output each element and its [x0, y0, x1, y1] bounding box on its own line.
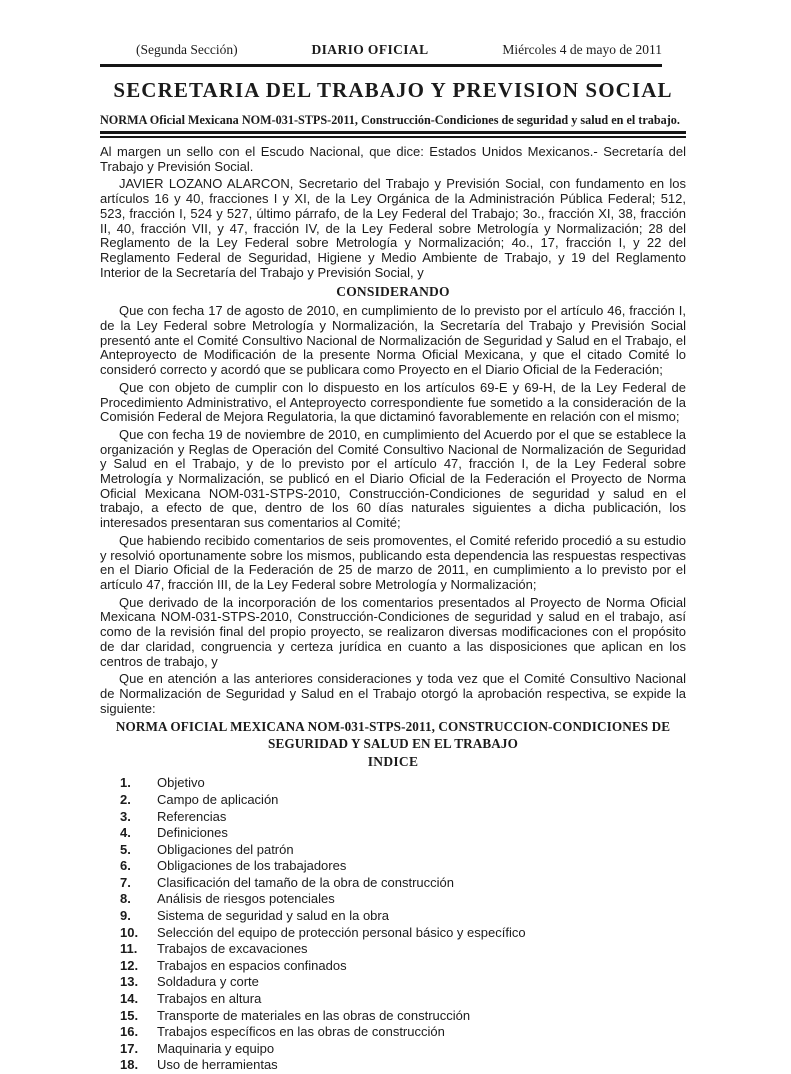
- considerando-paragraph: Que con fecha 19 de noviembre de 2010, en cumplimiento del Acuerdo por el que se establece la organización y Reglas de Operación del Comité Consultivo Nacional de Normalización de Seguridad y Salud en el Trabajo, y de lo previsto por el artículo 47, fracción I, de la Ley Federal sobre Metrología y Normalización, se publicó en el Diario Oficial de la Federación el Proyecto de Norma Oficial Mexicana NOM-031-STPS-2010, Construcción-Condiciones de seguridad y salud en el trabajo, a efecto de que, dentro de los 60 días naturales siguientes a dicha publicación, los interesados presentaran sus comentarios al Comité;: [100, 426, 686, 531]
- index-item-number: 14.: [120, 991, 139, 1007]
- index-item-label: Trabajos en espacios confinados: [157, 957, 347, 973]
- index-item-number: 15.: [120, 1007, 139, 1023]
- index-item: [100, 809, 686, 826]
- norma-heading: NORMA Oficial Mexicana NOM-031-STPS-2011, Construcción-Condiciones de seguridad y salud en el trabajo.: [100, 113, 680, 127]
- considerando-heading: CONSIDERANDO: [336, 284, 450, 300]
- index-item-label: Trabajos de excavaciones: [157, 941, 308, 957]
- index-item-number: 6.: [120, 858, 131, 874]
- index-list: [100, 775, 686, 1074]
- index-item-number: 4.: [120, 825, 131, 841]
- page-header: [100, 42, 662, 67]
- index-item-number: 7.: [120, 874, 131, 890]
- index-item-number: 13.: [120, 974, 139, 990]
- index-item-label: Análisis de riesgos potenciales: [157, 891, 335, 907]
- index-item-label: Objetivo: [157, 775, 205, 791]
- index-item-label: Soldadura y corte: [157, 974, 259, 990]
- index-item-number: 17.: [120, 1040, 139, 1056]
- date-label: Miércoles 4 de mayo de 2011: [502, 42, 662, 57]
- index-item-number: 3.: [120, 808, 131, 824]
- index-item-label: Clasificación del tamaño de la obra de construcción: [157, 874, 455, 890]
- considerando-paragraph: Que con objeto de cumplir con lo dispuesto en los artículos 69-E y 69-H, de la Ley Federal de Procedimiento Administrativo, el Anteproyecto correspondiente fue sometido a la consideración de la Comisión Federal de Mejora Regulatoria, la que dictaminó favorablemente en relación con el mismo;: [100, 379, 686, 425]
- index-item: [100, 958, 686, 975]
- index-item: [100, 1041, 686, 1058]
- index-item-number: 9.: [120, 908, 131, 924]
- considerando-paragraph: Que con fecha 17 de agosto de 2010, en cumplimiento de lo previsto por el artículo 46, fracción I, de la Ley Federal sobre Metrología y Normalización, la Secretaría del Trabajo y Previsión Social presentó ante el Comité Consultivo Nacional de Normalización de Seguridad y Salud en el Trabajo, el Anteproyecto de Modificación de la presente Norma Oficial Mexicana, y que el citado Comité lo consideró correcto y acordó que se publicara como Proyecto en el Diario Oficial de la Federación;: [100, 303, 686, 378]
- index-item-number: 5.: [120, 841, 131, 857]
- index-item: [100, 941, 686, 958]
- index-item-number: 18.: [120, 1057, 139, 1073]
- index-item-label: Uso de herramientas: [157, 1057, 278, 1073]
- index-item: [100, 1008, 686, 1025]
- section-label: (Segunda Sección): [136, 42, 238, 57]
- index-item-number: 11.: [120, 941, 138, 957]
- intro-paragraph: JAVIER LOZANO ALARCON, Secretario del Trabajo y Previsión Social, con fundamento en los artículos 16 y 40, fracciones I y XI, de la Ley Orgánica de la Administración Pública Federal; 512, 523, fracción I, 524 y 527, último párrafo, de la Ley Federal del Trabajo; 3o., fracción XI, 38, fracción II, 40, fracción VII, y 47, fracción IV, de la Ley Federal sobre Metrología y Normalización; 28 del Reglamento de la Ley Federal sobre Metrología y Normalización; 4o., 17, fracción I, y 22 del Reglamento Federal de Seguridad, Higiene y Medio Ambiente de Trabajo, y 19 del Reglamento Interior de la Secretaría del Trabajo y Previsión Social, y: [100, 176, 686, 280]
- index-item: [100, 925, 686, 942]
- index-item-label: Campo de aplicación: [157, 791, 279, 807]
- index-item: [100, 1024, 686, 1041]
- index-item: [100, 775, 686, 792]
- indice-heading: INDICE: [367, 754, 419, 770]
- index-item-label: Trabajos en altura: [157, 991, 262, 1007]
- document-page: [100, 42, 686, 1074]
- index-item-number: 2.: [120, 791, 131, 807]
- considerando-paragraph: Que derivado de la incorporación de los comentarios presentados al Proyecto de Norma Oficial Mexicana NOM-031-STPS-2010, Construcción-Condiciones de seguridad y salud en el trabajo, así como de la revisión final del propio proyecto, se realizaron diversas modificaciones con el propósito de dar claridad, congruencia y certeza jurídica en cuanto a las disposiciones que aplican en los centros de trabajo, y: [100, 594, 686, 669]
- index-item: [100, 908, 686, 925]
- index-item-number: 10.: [120, 924, 139, 940]
- index-item-number: 8.: [120, 891, 131, 907]
- index-item-label: Sistema de seguridad y salud en la obra: [157, 908, 389, 924]
- index-item: [100, 842, 686, 859]
- index-item-label: Maquinaria y equipo: [157, 1040, 275, 1056]
- index-item-label: Transporte de materiales en las obras de construcción: [157, 1007, 471, 1023]
- index-item-label: Obligaciones de los trabajadores: [157, 858, 347, 874]
- heading-rule: [100, 131, 686, 138]
- page-title: SECRETARIA DEL TRABAJO Y PREVISION SOCIAL: [113, 78, 673, 102]
- index-item-label: Trabajos específicos en las obras de construcción: [157, 1024, 445, 1040]
- index-item: [100, 991, 686, 1008]
- considerando-paragraph: Que habiendo recibido comentarios de seis promoventes, el Comité referido procedió a su estudio y resolvió oportunamente sobre los mismos, publicando esta dependencia las respuestas respectivas en el Diario Oficial de la Federación de 25 de marzo de 2011, en cumplimiento a lo previsto por el artículo 47, fracción III, de la Ley Federal sobre Metrología y Normalización;: [100, 532, 686, 592]
- index-item-number: 16.: [120, 1024, 139, 1040]
- index-item: [100, 825, 686, 842]
- intro-paragraph: Al margen un sello con el Escudo Nacional, que dice: Estados Unidos Mexicanos.- Secretaría del Trabajo y Previsión Social.: [100, 144, 686, 174]
- index-item-label: Referencias: [157, 808, 227, 824]
- considerando-paragraph: Que en atención a las anteriores consideraciones y toda vez que el Comité Consultivo Nacional de Normalización de Seguridad y Salud en el Trabajo otorgó la aprobación respectiva, se expide la siguiente:: [100, 671, 686, 716]
- index-item: [100, 974, 686, 991]
- index-item-label: Selección del equipo de protección personal básico y específico: [157, 924, 526, 940]
- index-item-label: Definiciones: [157, 825, 228, 841]
- index-item: [100, 891, 686, 908]
- index-item: [100, 1057, 686, 1074]
- index-item-number: 12.: [120, 957, 139, 973]
- index-item: [100, 858, 686, 875]
- index-item: [100, 792, 686, 809]
- publication-title: DIARIO OFICIAL: [311, 42, 429, 57]
- index-item: [100, 875, 686, 892]
- index-item-label: Obligaciones del patrón: [157, 841, 294, 857]
- norma-official-title: NORMA OFICIAL MEXICANA NOM-031-STPS-2011, CONSTRUCCION-CONDICIONES DE SEGURIDAD Y SALUD EN EL TRABAJO: [115, 719, 671, 751]
- index-item-number: 1.: [120, 775, 131, 791]
